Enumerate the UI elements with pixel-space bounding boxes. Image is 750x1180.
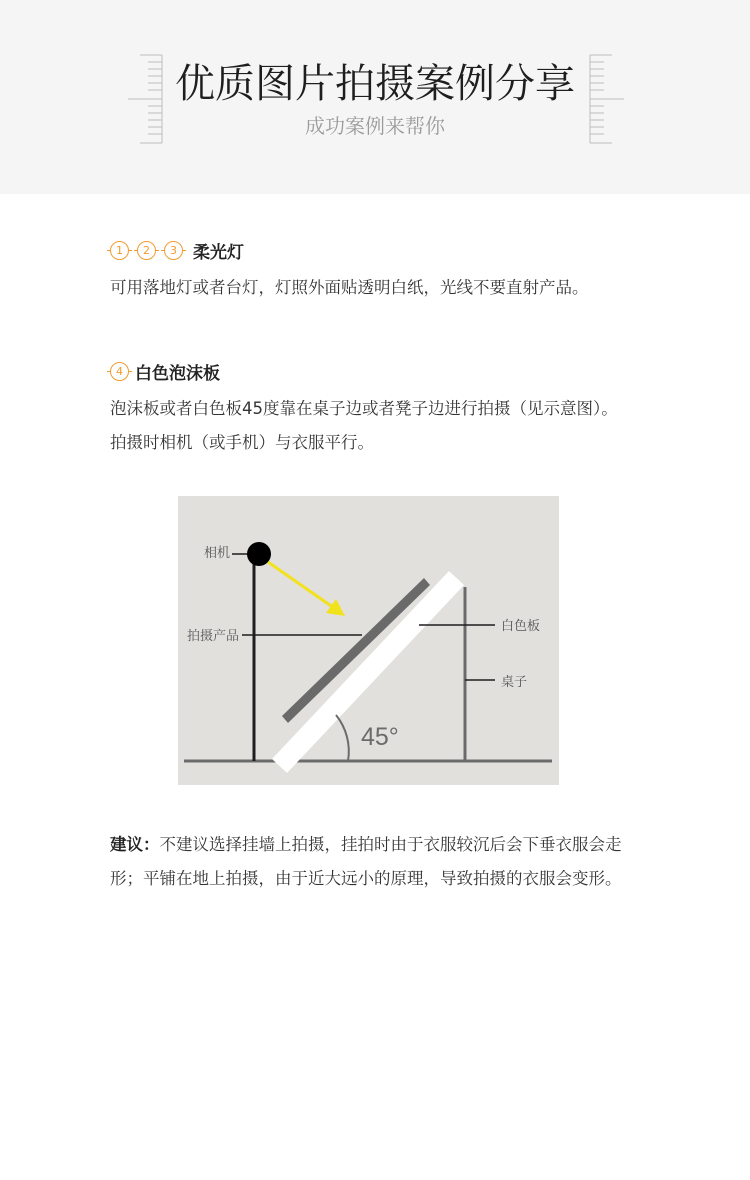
advice-label: 建议：: [110, 835, 160, 854]
page-title: 优质图片拍摄案例分享: [175, 61, 575, 107]
camera-icon: [247, 542, 271, 566]
page-subtitle: 成功案例来帮你: [305, 114, 445, 138]
number-badge-icon: 3: [164, 241, 183, 260]
section-heading-text: 柔光灯: [193, 243, 244, 263]
number-badge-icon: 2: [137, 241, 156, 260]
header-banner: [0, 0, 750, 194]
section-foamboard-text-line1: 泡沫板或者白色板45度靠在桌子边或者凳子边进行拍摄（见示意图）。: [110, 399, 618, 418]
camera-label: 相机: [204, 546, 231, 561]
board-label: 白色板: [501, 619, 541, 634]
section-foamboard-heading: [110, 359, 220, 384]
advice-text: 不建议选择挂墙上拍摄，挂拍时由于衣服较沉后会下垂衣服会走形；平铺在地上拍摄，由于近大远小的原理，导致拍摄的衣服会变形。: [110, 835, 622, 888]
product-label: 拍摄产品: [187, 629, 240, 644]
section-softlight-text: 可用落地灯或者台灯，灯照外面贴透明白纸，光线不要直射产品。: [110, 278, 589, 297]
section-heading-text: 白色泡沫板: [135, 364, 220, 384]
angle-label: 45°: [361, 723, 399, 751]
section-softlight-heading: [110, 238, 244, 263]
number-badge-icon: 4: [110, 362, 129, 381]
number-badge-icon: 1: [110, 241, 129, 260]
ruler-decoration-right: [588, 54, 628, 146]
advice-paragraph: [110, 828, 650, 896]
shooting-setup-diagram: [178, 496, 559, 785]
table-label: 桌子: [501, 675, 528, 690]
section-foamboard-text-line2: 拍摄时相机（或手机）与衣服平行。: [110, 433, 374, 452]
